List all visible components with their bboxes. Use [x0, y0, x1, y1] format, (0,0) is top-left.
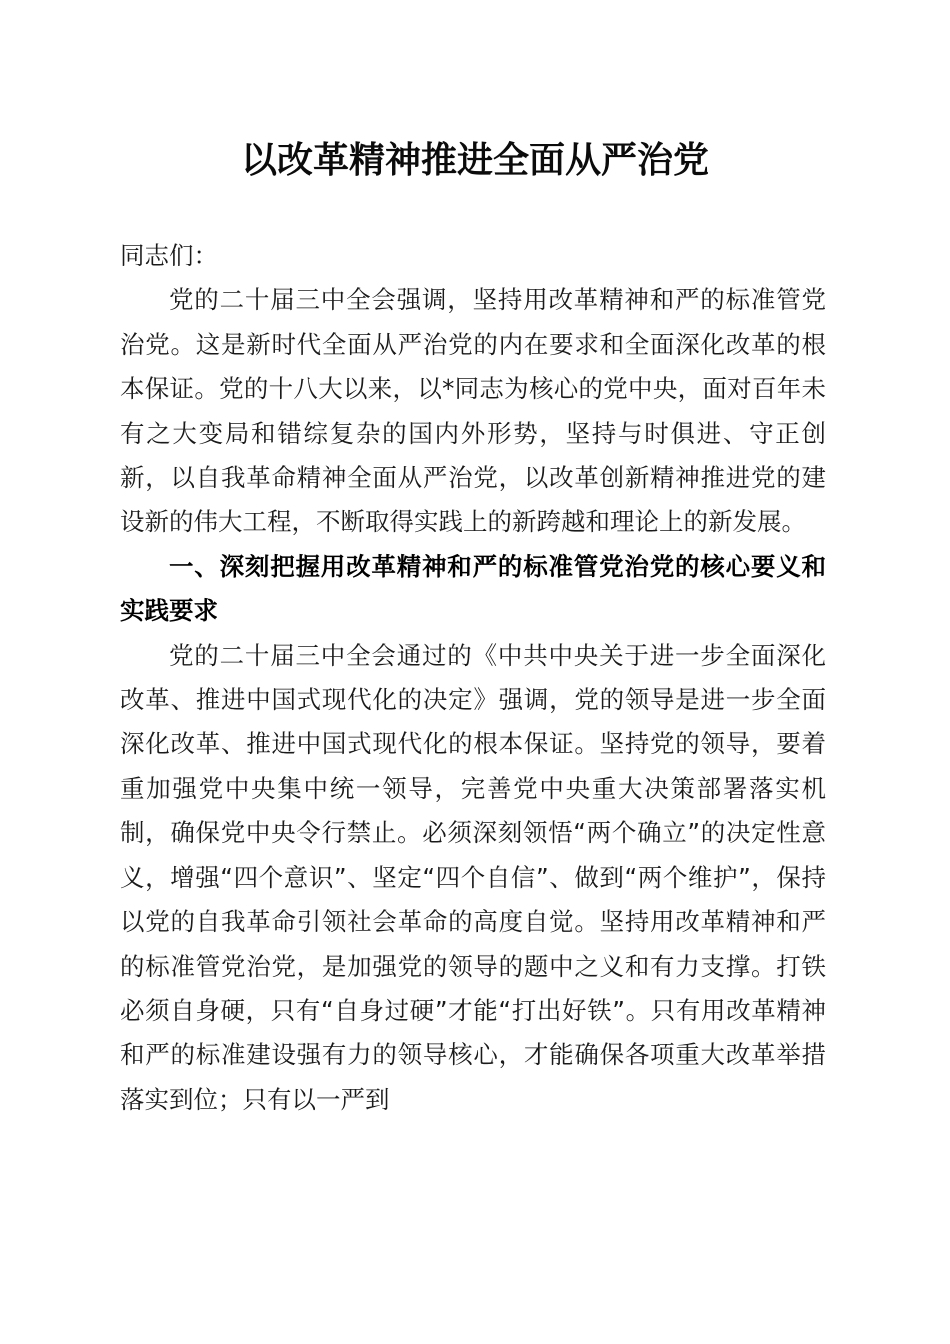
- intro-paragraph: 党的二十届三中全会强调，坚持用改革精神和严的标准管党治党。这是新时代全面从严治党的内在要求和全面深化改革的根本保证。党的十八大以来，以*同志为核心的党中央，面对百年未有之大变局和错综复杂的国内外形势，坚持与时俱进、守正创新，以自我革命精神全面从严治党，以改革创新精神推进党的建设新的伟大工程，不断取得实践上的新跨越和理论上的新发展。: [120, 285, 826, 537]
- document-body: [120, 234, 826, 1122]
- greeting-line: 同志们：: [120, 241, 218, 270]
- section-1-paragraph: 党的二十届三中全会通过的《中共中央关于进一步全面深化改革、推进中国式现代化的决定》强调，党的领导是进一步全面深化改革、推进中国式现代化的根本保证。坚持党的领导，要着重加强党中央集中统一领导，完善党中央重大决策部署落实机制，确保党中央令行禁止。必须深刻领悟“两个确立”的决定性意义，增强“四个意识”、坚定“四个自信”、做到“两个维护”，保持以党的自我革命引领社会革命的高度自觉。坚持用改革精神和严的标准管党治党，是加强党的领导的题中之义和有力支撑。打铁必须自身硬，只有“自身过硬”才能“打出好铁”。只有用改革精神和严的标准建设强有力的领导核心，才能确保各项重大改革举措落实到位；只有以一严到: [120, 640, 826, 1114]
- document-title: 以改革精神推进全面从严治党: [240, 139, 709, 181]
- section-heading-1: 一、深刻把握用改革精神和严的标准管党治党的核心要义和实践要求: [120, 551, 826, 626]
